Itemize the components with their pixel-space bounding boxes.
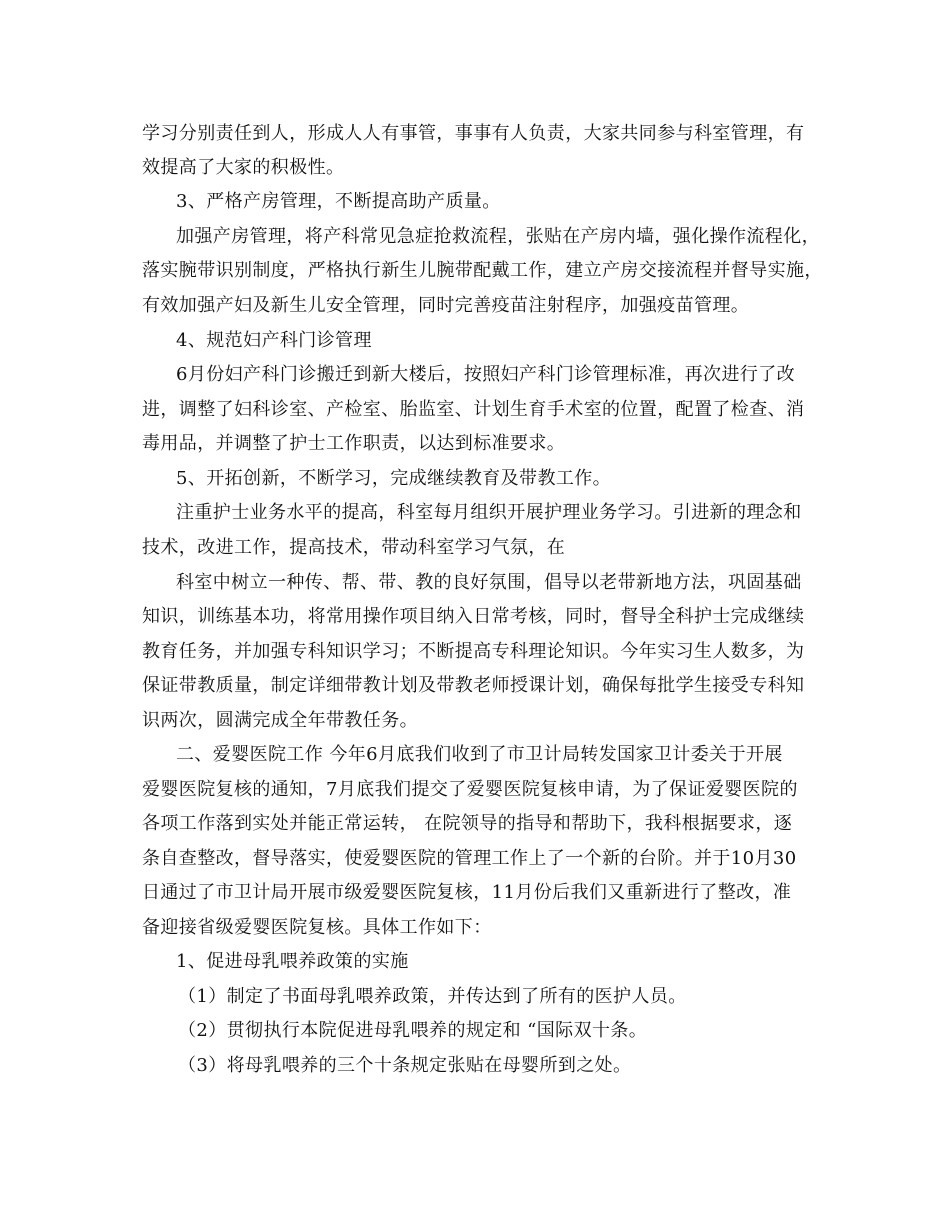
text-line: 效提高了大家的积极性。 — [142, 157, 345, 178]
list-item: （1）制定了书面母乳喂养政策，并传达到了所有的医护人员。 — [178, 986, 687, 1007]
text-line: 知识，训练基本功，将常用操作项目纳入日常考核，同时，督导全科护士完成继续 — [142, 606, 805, 627]
text-line: 日通过了市卫计局开展市级爱婴医院复核，11月份后我们又重新进行了整改，准 — [142, 882, 792, 903]
text-line: 落实腕带识别制度，严格执行新生儿腕带配戴工作，建立产房交接流程并督导实施， — [142, 260, 823, 281]
text-line: 有效加强产妇及新生儿安全管理，同时完善疫苗注射程序，加强疫苗管理。 — [142, 295, 750, 316]
text-line: 学习分别责任到人，形成人人有事管，事事有人负责，大家共同参与科室管理，有 — [142, 123, 805, 144]
text-line: 识两次，圆满完成全年带教任务。 — [142, 710, 418, 731]
text-line: 技术，改进工作，提高技术，带动科室学习气氛，在 — [142, 537, 566, 558]
text-line: 6月份妇产科门诊搬迁到新大楼后，按照妇产科门诊管理标准，再次进行了改 — [176, 364, 796, 385]
text-line: 加强产房管理，将产科常见急症抢救流程，张贴在产房内墙，强化操作流程化， — [176, 226, 820, 247]
section-heading: 二、爱婴医院工作 今年6月底我们收到了市卫计局转发国家卫计委关于开展 — [176, 744, 783, 765]
text-line: 教育任务，并加强专科知识学习；不断提高专科理论知识。今年实习生人数多，为 — [142, 641, 805, 662]
text-line: 各项工作落到实处并能正常运转， 在院领导的指导和帮助下，我科根据要求，逐 — [142, 813, 793, 834]
section-heading: 3、严格产房管理，不断提高助产质量。 — [176, 191, 501, 212]
text-line: 进，调整了妇科诊室、产检室、胎监室、计划生育手术室的位置，配置了检查、消 — [142, 399, 805, 420]
section-heading: 5、开拓创新，不断学习，完成继续教育及带教工作。 — [176, 468, 612, 489]
text-line: 保证带教质量，制定详细带教计划及带教老师授课计划，确保每批学生接受专科知 — [142, 675, 805, 696]
section-heading: 1、促进母乳喂养政策的实施 — [176, 951, 409, 972]
list-item: （2）贯彻执行本院促进母乳喂养的规定和 “国际双十条。 — [178, 1020, 648, 1041]
text-line: 注重护士业务水平的提高，科室每月组织开展护理业务学习。引进新的理念和 — [176, 502, 802, 523]
text-line: 爱婴医院复核的通知，7月底我们提交了爱婴医院复核申请，为了保证爱婴医院的 — [142, 779, 798, 800]
text-line: 科室中树立一种传、帮、带、教的良好氛围，倡导以老带新地方法，巩固基础 — [176, 572, 802, 593]
section-heading: 4、规范妇产科门诊管理 — [176, 330, 372, 351]
text-line: 条自查整改，督导落实，使爱婴医院的管理工作上了一个新的台阶。并于10月30 — [142, 848, 797, 869]
text-line: 毒用品，并调整了护士工作职责，以达到标准要求。 — [142, 433, 566, 454]
text-line: 备迎接省级爱婴医院复核。具体工作如下： — [142, 917, 492, 938]
list-item: （3）将母乳喂养的三个十条规定张贴在母婴所到之处。 — [178, 1055, 632, 1076]
